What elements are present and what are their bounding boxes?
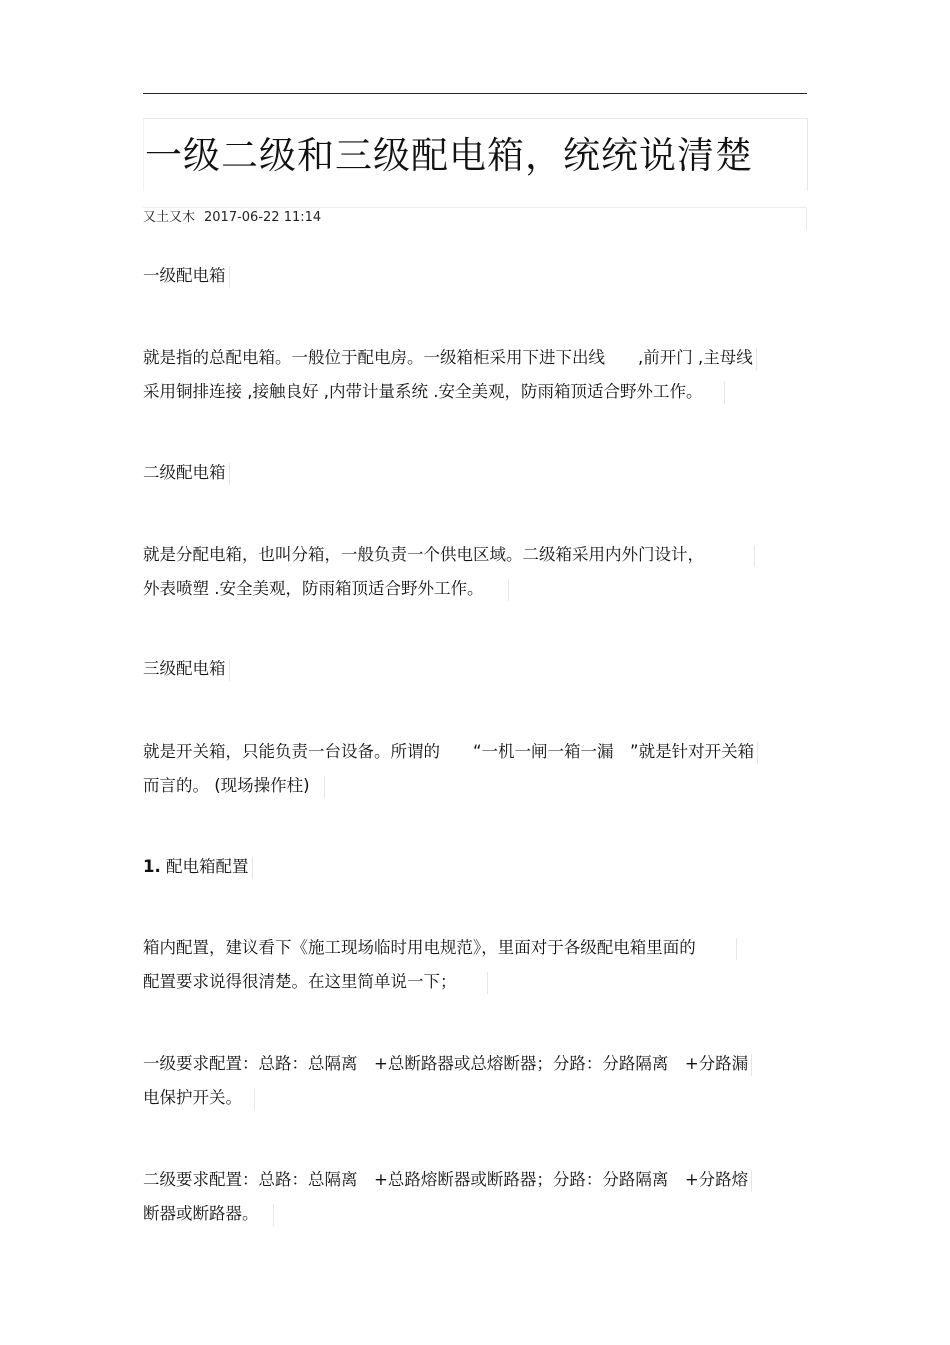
paragraph-line: 就是开关箱，只能负责一台设备。所谓的 “一机一闸一箱一漏 ”就是针对开关箱 <box>143 735 758 769</box>
paragraph-line: 外表喷塑 .安全美观，防雨箱顶适合野外工作。 <box>143 572 509 606</box>
paragraph-line: 而言的。 (现场操作柱) <box>143 769 325 803</box>
header-rule <box>143 93 807 94</box>
section-heading-config: 1. 配电箱配置 <box>143 850 253 884</box>
article-meta <box>143 209 330 227</box>
paragraph-line: 配置要求说得很清楚。在这里简单说一下； <box>143 965 488 999</box>
section-heading-level1: 一级配电箱 <box>143 259 230 293</box>
section-heading-level3: 三级配电箱 <box>143 652 230 686</box>
paragraph-line: 就是指的总配电箱。一般位于配电房。一级箱柜采用下进下出线 ,前开门 ,主母线 <box>143 341 757 375</box>
section-heading-level2: 二级配电箱 <box>143 456 230 490</box>
paragraph-line: 电保护开关。 <box>143 1081 255 1115</box>
paragraph-line: 箱内配置，建议看下《施工现场临时用电规范》，里面对于各级配电箱里面的 <box>143 931 737 965</box>
article-title: 一级二级和三级配电箱，统统说清楚 <box>145 134 753 177</box>
paragraph-line: 断器或断路器。 <box>143 1197 274 1231</box>
publish-date: 2017-06-22 11:14 <box>204 210 322 225</box>
paragraph-line: 一级要求配置：总路：总隔离 +总断路器或总熔断器；分路：分路隔离 +分路漏 <box>143 1047 752 1081</box>
paragraph-line: 采用铜排连接 ,接触良好 ,内带计量系统 .安全美观，防雨箱顶适合野外工作。 <box>143 375 725 409</box>
paragraph-line: 就是分配电箱，也叫分箱，一般负责一个供电区域。二级箱采用内外门设计， <box>143 538 755 572</box>
author: 又土又木 <box>143 210 196 225</box>
paragraph-line: 二级要求配置：总路：总隔离 +总路熔断器或断路器；分路：分路隔离 +分路熔 <box>143 1163 752 1197</box>
